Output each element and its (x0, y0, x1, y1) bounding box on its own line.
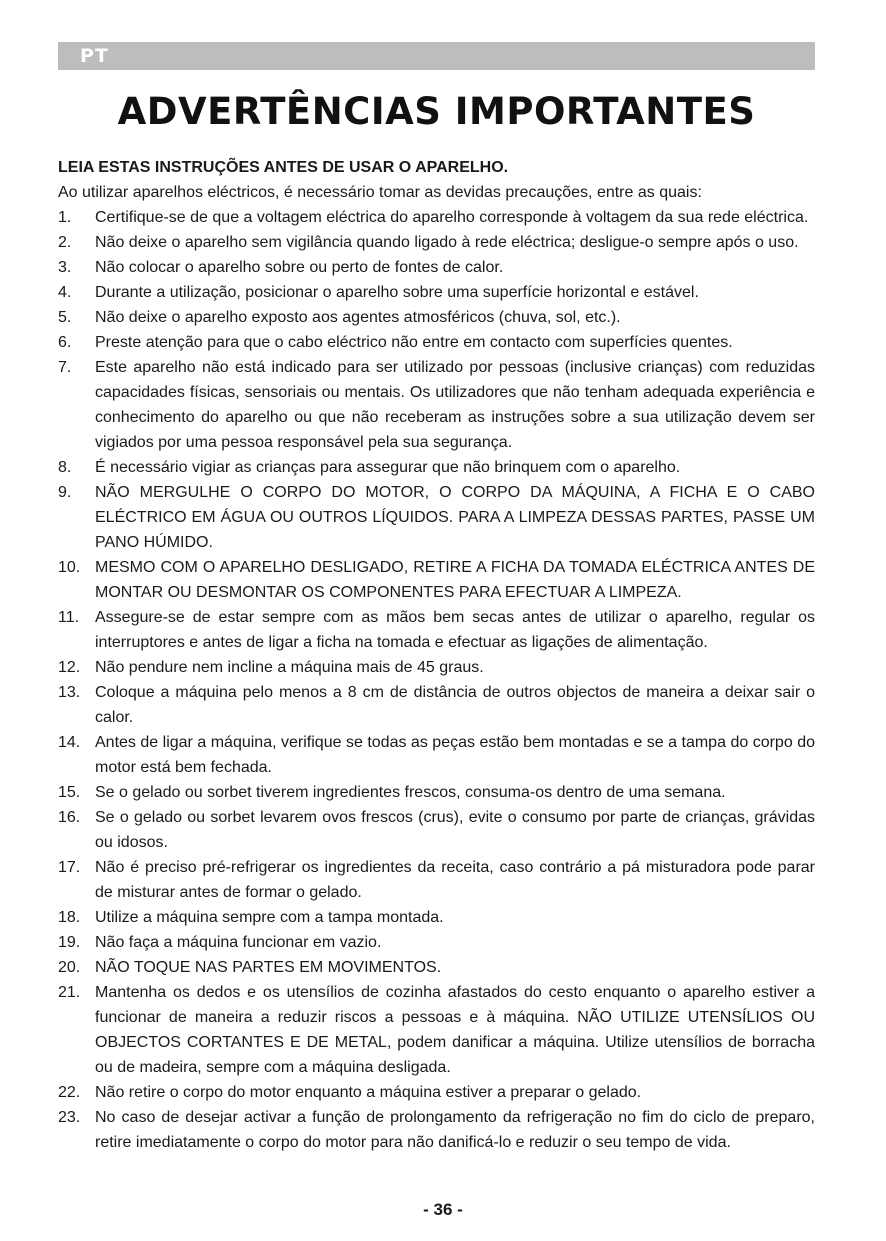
warning-item (58, 555, 815, 605)
warning-item-text: Assegure-se de estar sempre com as mãos bem secas antes de utilizar o aparelho, regular os interruptores e antes de ligar a ficha na tomada e efectuar as ligações de alimentação. (95, 609, 815, 651)
warning-item (58, 205, 815, 230)
warning-item-number: 23. (58, 1109, 81, 1126)
warning-item-number: 22. (58, 1084, 81, 1101)
warning-item (58, 605, 815, 655)
warning-item-text: Este aparelho não está indicado para ser utilizado por pessoas (inclusive crianças) com reduzidas capacidades físicas, sensoriais ou mentais. Os utilizadores que não tenham adequada experiência e conhecimento do aparelho ou que não receberam as instruções sobre a sua utilização devem ser vigiados por uma pessoa responsável pela sua segurança. (95, 359, 815, 451)
page-title: ADVERTÊNCIAS IMPORTANTES (117, 90, 756, 133)
section-heading: LEIA ESTAS INSTRUÇÕES ANTES DE USAR O APARELHO. (58, 159, 509, 176)
warning-item-number: 1. (58, 209, 72, 226)
language-bar (58, 42, 815, 70)
warning-item (58, 455, 815, 480)
warning-item-number: 14. (58, 734, 81, 751)
page-number: - 36 - (423, 1200, 463, 1219)
warning-item-text: É necessário vigiar as crianças para assegurar que não brinquem com o aparelho. (95, 459, 681, 476)
warning-item-number: 5. (58, 309, 72, 326)
warning-item-text: Não deixe o aparelho exposto aos agentes atmosféricos (chuva, sol, etc.). (95, 309, 621, 326)
warning-item (58, 980, 815, 1080)
warning-item-text: Se o gelado ou sorbet levarem ovos frescos (crus), evite o consumo por parte de crianças, grávidas ou idosos. (95, 809, 815, 851)
warning-item-text: Não é preciso pré-refrigerar os ingredientes da receita, caso contrário a pá misturadora pode parar de misturar antes de formar o gelado. (95, 859, 815, 901)
warning-item-number: 8. (58, 459, 72, 476)
warning-item-text: Não retire o corpo do motor enquanto a máquina estiver a preparar o gelado. (95, 1084, 642, 1101)
warning-item-number: 3. (58, 259, 72, 276)
warning-item (58, 780, 815, 805)
warning-item-text: MESMO COM O APARELHO DESLIGADO, RETIRE A FICHA DA TOMADA ELÉCTRICA ANTES DE MONTAR OU DESMONTAR OS COMPONENTES PARA EFECTUAR A LIMPEZA. (95, 559, 815, 601)
warning-item-number: 10. (58, 559, 81, 576)
warning-item-number: 4. (58, 284, 72, 301)
warning-item (58, 355, 815, 455)
warning-item-number: 15. (58, 784, 81, 801)
warning-item (58, 955, 815, 980)
warning-item (58, 655, 815, 680)
warning-item-number: 11. (58, 609, 80, 626)
warning-item (58, 305, 815, 330)
warning-item-text: Não colocar o aparelho sobre ou perto de fontes de calor. (95, 259, 504, 276)
warning-item (58, 930, 815, 955)
intro-text: Ao utilizar aparelhos eléctricos, é necessário tomar as devidas precauções, entre as quais: (58, 184, 702, 201)
warning-item-number: 12. (58, 659, 81, 676)
warning-item (58, 255, 815, 280)
warning-item-number: 20. (58, 959, 81, 976)
warning-item (58, 805, 815, 855)
warning-item (58, 905, 815, 930)
warning-item (58, 330, 815, 355)
warning-item-text: NÃO TOQUE NAS PARTES EM MOVIMENTOS. (95, 959, 442, 976)
warnings-content (58, 155, 815, 1155)
warning-item (58, 480, 815, 555)
warning-item-number: 2. (58, 234, 72, 251)
warning-item-number: 13. (58, 684, 81, 701)
warning-item-text: Se o gelado ou sorbet tiverem ingredientes frescos, consuma-os dentro de uma semana. (95, 784, 726, 801)
warning-item-text: Não faça a máquina funcionar em vazio. (95, 934, 382, 951)
warning-item-text: NÃO MERGULHE O CORPO DO MOTOR, O CORPO DA MÁQUINA, A FICHA E O CABO ELÉCTRICO EM ÁGUA OU OUTROS LÍQUIDOS. PARA A LIMPEZA DESSAS PARTES, PASSE UM PANO HÚMIDO. (95, 484, 815, 551)
warning-item-number: 6. (58, 334, 72, 351)
warning-item-number: 17. (58, 859, 81, 876)
warning-item-text: Coloque a máquina pelo menos a 8 cm de distância de outros objectos de maneira a deixar sair o calor. (95, 684, 815, 726)
warnings-list (58, 205, 815, 1155)
warning-item (58, 730, 815, 780)
warning-item-number: 21. (58, 984, 81, 1001)
warning-item-text: Mantenha os dedos e os utensílios de cozinha afastados do cesto enquanto o aparelho estiver a funcionar de maneira a reduzir riscos a pessoas e à máquina. NÃO UTILIZE UTENSÍLIOS OU OBJECTOS CORTANTES E DE METAL, podem danificar a máquina. Utilize utensílios de borracha ou de madeira, sempre com a máquina desligada. (95, 984, 815, 1076)
warning-item (58, 855, 815, 905)
warning-item-text: Antes de ligar a máquina, verifique se todas as peças estão bem montadas e se a tampa do corpo do motor está bem fechada. (95, 734, 815, 776)
warning-item (58, 680, 815, 730)
warning-item-text: Certifique-se de que a voltagem eléctrica do aparelho corresponde à voltagem da sua rede eléctrica. (95, 209, 809, 226)
warning-item (58, 1080, 815, 1105)
warning-item-number: 18. (58, 909, 81, 926)
warning-item-text: Preste atenção para que o cabo eléctrico não entre em contacto com superfícies quentes. (95, 334, 733, 351)
warning-item (58, 230, 815, 255)
warning-item-number: 16. (58, 809, 81, 826)
warning-item-text: Durante a utilização, posicionar o aparelho sobre uma superfície horizontal e estável. (95, 284, 699, 301)
warning-item-number: 19. (58, 934, 81, 951)
warning-item-text: Não pendure nem incline a máquina mais de 45 graus. (95, 659, 484, 676)
warning-item-text: Não deixe o aparelho sem vigilância quando ligado à rede eléctrica; desligue-o sempre após o uso. (95, 234, 799, 251)
warning-item-text: No caso de desejar activar a função de prolongamento da refrigeração no fim do ciclo de preparo, retire imediatamente o corpo do motor para não danificá-lo e reduzir o seu tempo de vida. (95, 1109, 815, 1151)
warning-item-number: 9. (58, 484, 72, 501)
warning-item (58, 1105, 815, 1155)
warning-item (58, 280, 815, 305)
warning-item-number: 7. (58, 359, 72, 376)
warning-item-text: Utilize a máquina sempre com a tampa montada. (95, 909, 444, 926)
language-code: PT (80, 45, 109, 67)
